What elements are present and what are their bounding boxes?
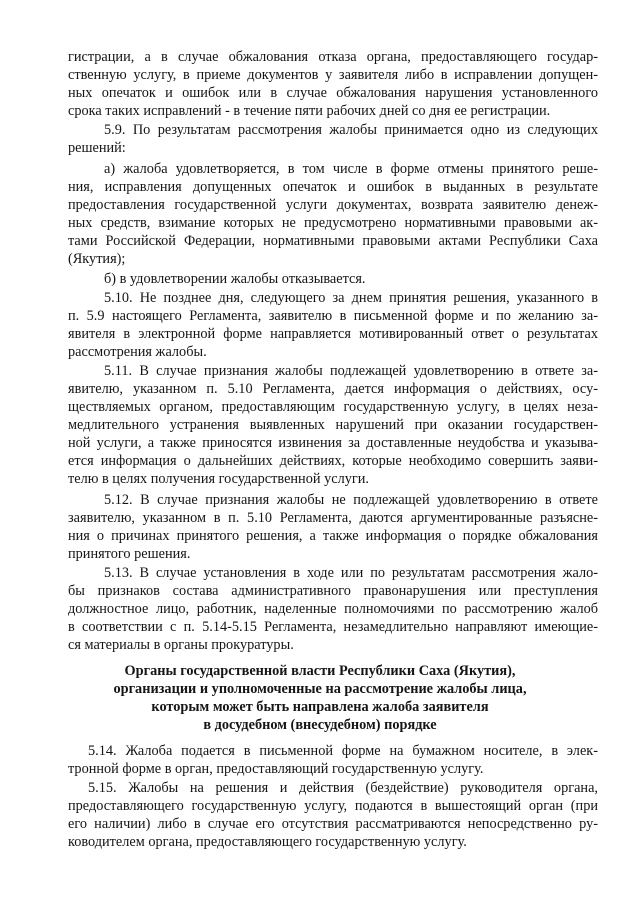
section-heading-line: Органы государственной власти Республики Саха (Якутия), [124,663,516,679]
text-line: предоставления государственной услуги документах, возврата заявителю денеж- [68,197,598,213]
text-line: тронной форме в орган, предоставляющий государственную услугу. [68,761,484,777]
text-line: ния о причинах принятого решения, а также информация о порядке обжалования [68,528,598,544]
text-line: срока таких исправлений - в течение пяти рабочих дней со дня ее регистрации. [68,103,551,119]
text-line: п. 5.9 настоящего Регламента, заявителю в письменной форме и по желанию за- [68,308,598,324]
text-line: ществляемых органом, предоставляющим государственную услугу, в целях неза- [68,399,598,415]
text-line: ных опечаток и ошибок или в случае обжалования нарушения установленного [68,85,598,101]
section-heading-line: в досудебном (внесудебном) порядке [203,717,437,733]
text-line: явителя в электронной форме направляется мотивированный ответ о результатах [68,326,598,342]
text-line: его наличии) либо в случае его отсутствия рассматриваются непосредственно ру- [68,816,598,832]
text-line: 5.11. В случае признания жалобы подлежащей удовлетворению в ответе за- [104,363,598,379]
text-line: 5.10. Не позднее дня, следующего за днем принятия решения, указанного в [104,290,598,306]
text-line: б) в удовлетворении жалобы отказывается. [104,271,366,287]
text-line: ных средств, взимание которых не предусмотрено нормативными правовыми ак- [68,215,598,231]
text-line: ния, исправления допущенных опечаток и ошибок в выданных в результате [68,179,598,195]
text-line: 5.14. Жалоба подается в письменной форме на бумажном носителе, в элек- [88,743,598,759]
section-heading-line: организации и уполномоченные на рассмотрение жалобы лица, [113,681,527,697]
text-line: 5.12. В случае признания жалобы не подлежащей удовлетворению в ответе [104,492,598,508]
text-line: предоставляющего государственную услугу, подаются в вышестоящий орган (при [68,798,598,814]
text-line: гистрации, а в случае обжалования отказа органа, предоставляющего государ- [68,49,598,65]
text-line: должностное лицо, работник, наделенные полномочиями по рассмотрению жалоб [68,601,598,617]
text-line: 5.15. Жалобы на решения и действия (бездействие) руководителя органа, [88,780,598,796]
text-line: тами Российской Федерации, нормативными правовыми актами Республики Саха [68,233,598,249]
text-line: заявителю, указанном в п. 5.10 Регламента, даются аргументированные разъясне- [68,510,598,526]
text-line: медлительного устранения выявленных нарушений при оказании государствен- [68,417,598,433]
text-line: ется информация о дальнейших действиях, которые необходимо совершить заяви- [68,453,598,469]
text-line: ной услуги, а также приносятся извинения за доставленные неудобства и указыва- [68,435,598,451]
text-line: решений: [68,140,126,156]
text-line: 5.9. По результатам рассмотрения жалобы принимается одно из следующих [104,122,598,138]
text-line: ся материалы в органы прокуратуры. [68,637,294,653]
text-line: явителю, указанном п. 5.10 Регламента, дается информация о действиях, осу- [68,381,598,397]
text-line: бы признаков состава административного правонарушения или преступления [68,583,598,599]
section-heading-line: которым может быть направлена жалоба заявителя [151,699,489,715]
text-line: 5.13. В случае установления в ходе или по результатам рассмотрения жало- [104,565,598,581]
text-line: (Якутия); [68,251,126,267]
text-line: ководителем органа, предоставляющего государственную услугу. [68,834,467,850]
text-line: рассмотрения жалобы. [68,344,207,360]
text-line: в соответствии с п. 5.14-5.15 Регламента, незамедлительно направляют имеющие- [68,619,598,635]
text-line: принятого решения. [68,546,191,562]
text-line: ственную услугу, в приеме документов у заявителя либо в исправлении допущен- [68,67,598,83]
text-line: а) жалоба удовлетворяется, в том числе в форме отмены принятого реше- [104,161,598,177]
text-line: телю в целях получения государственной услуги. [68,471,369,487]
